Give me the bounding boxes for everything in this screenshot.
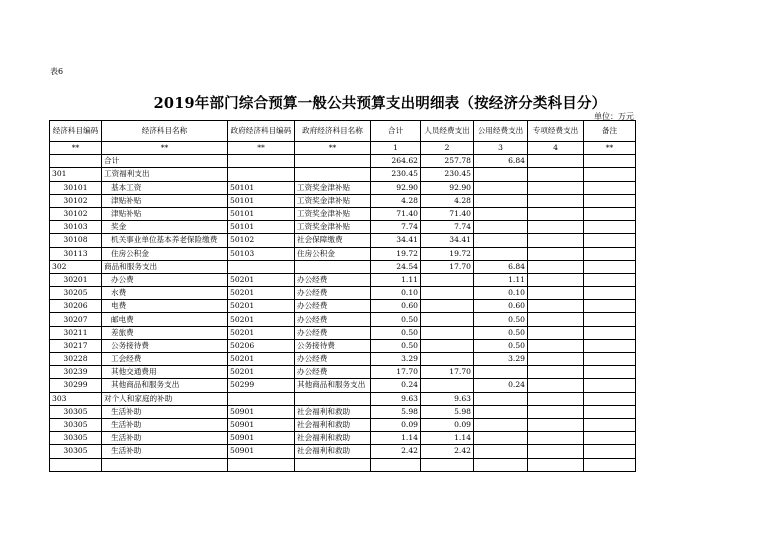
table-row: [50, 273, 636, 286]
gov-name-cell: 办公经费: [295, 326, 371, 339]
name-cell: 生活补助: [102, 432, 228, 445]
gov-name-cell: 办公经费: [295, 353, 371, 366]
special-cell: [528, 221, 584, 234]
gov-code-cell: 50201: [228, 300, 295, 313]
code-cell: 30305: [50, 418, 102, 431]
total-cell: 19.72: [371, 247, 421, 260]
gov-name-cell: [295, 260, 371, 273]
note-cell: [584, 432, 636, 445]
table-row: [50, 155, 636, 168]
total-cell: 0.24: [371, 379, 421, 392]
total-cell: 34.41: [371, 234, 421, 247]
note-cell: [584, 445, 636, 458]
gov-code-cell: [228, 392, 295, 405]
special-cell: [528, 353, 584, 366]
note-cell: [584, 194, 636, 207]
code-cell: [50, 458, 102, 471]
personnel-cell: 34.41: [421, 234, 474, 247]
personnel-cell: 7.74: [421, 221, 474, 234]
header-cell: 人员经费支出: [421, 121, 474, 142]
table-row: [50, 418, 636, 431]
public-cell: [474, 221, 528, 234]
name-cell: 津贴补贴: [102, 194, 228, 207]
special-cell: [528, 379, 584, 392]
public-cell: [474, 194, 528, 207]
gov-name-cell: [295, 168, 371, 181]
code-cell: 30305: [50, 445, 102, 458]
gov-name-cell: 工资奖金津补贴: [295, 221, 371, 234]
public-cell: [474, 247, 528, 260]
gov-code-cell: 50206: [228, 339, 295, 352]
personnel-cell: [421, 313, 474, 326]
total-cell: 71.40: [371, 207, 421, 220]
personnel-cell: 17.70: [421, 366, 474, 379]
name-cell: 电费: [102, 300, 228, 313]
marker-cell: 2: [421, 142, 474, 155]
name-cell: 奖金: [102, 221, 228, 234]
note-cell: [584, 405, 636, 418]
total-cell: 0.09: [371, 418, 421, 431]
special-cell: [528, 392, 584, 405]
code-cell: 30305: [50, 405, 102, 418]
total-cell: 5.98: [371, 405, 421, 418]
total-cell: 9.63: [371, 392, 421, 405]
public-cell: [474, 418, 528, 431]
code-cell: 303: [50, 392, 102, 405]
name-cell: 住房公积金: [102, 247, 228, 260]
marker-cell: 1: [371, 142, 421, 155]
special-cell: [528, 300, 584, 313]
public-cell: 0.50: [474, 313, 528, 326]
public-cell: [474, 181, 528, 194]
table-row: [50, 194, 636, 207]
note-cell: [584, 300, 636, 313]
total-cell: 0.50: [371, 326, 421, 339]
code-cell: 30102: [50, 207, 102, 220]
gov-code-cell: [228, 260, 295, 273]
gov-code-cell: 50201: [228, 287, 295, 300]
marker-cell: 3: [474, 142, 528, 155]
name-cell: 机关事业单位基本养老保险缴费: [102, 234, 228, 247]
table-row: [50, 445, 636, 458]
public-cell: 6.84: [474, 260, 528, 273]
public-cell: [474, 234, 528, 247]
note-cell: [584, 339, 636, 352]
unit-label: 单位：万元: [594, 112, 634, 121]
name-cell: 合计: [102, 155, 228, 168]
header-row: [50, 121, 636, 142]
special-cell: [528, 339, 584, 352]
code-cell: 30207: [50, 313, 102, 326]
note-cell: [584, 221, 636, 234]
code-cell: 30113: [50, 247, 102, 260]
name-cell: 水费: [102, 287, 228, 300]
total-cell: 0.50: [371, 339, 421, 352]
total-cell: 1.14: [371, 432, 421, 445]
personnel-cell: 230.45: [421, 168, 474, 181]
note-cell: [584, 168, 636, 181]
gov-name-cell: 住房公积金: [295, 247, 371, 260]
note-cell: [584, 287, 636, 300]
note-cell: [584, 181, 636, 194]
gov-code-cell: 50201: [228, 313, 295, 326]
name-cell: 津贴补贴: [102, 207, 228, 220]
personnel-cell: [421, 353, 474, 366]
name-cell: 差旅费: [102, 326, 228, 339]
personnel-cell: 5.98: [421, 405, 474, 418]
name-cell: 其他商品和服务支出: [102, 379, 228, 392]
note-cell: [584, 366, 636, 379]
gov-code-cell: 50101: [228, 194, 295, 207]
header-cell: 合计: [371, 121, 421, 142]
special-cell: [528, 405, 584, 418]
code-cell: 30102: [50, 194, 102, 207]
table-row: [50, 300, 636, 313]
gov-name-cell: 社会福利和救助: [295, 418, 371, 431]
total-cell: 7.74: [371, 221, 421, 234]
code-cell: 30228: [50, 353, 102, 366]
special-cell: [528, 273, 584, 286]
personnel-cell: 257.78: [421, 155, 474, 168]
name-cell: 生活补助: [102, 418, 228, 431]
gov-name-cell: 其他商品和服务支出: [295, 379, 371, 392]
note-cell: [584, 260, 636, 273]
personnel-cell: 1.14: [421, 432, 474, 445]
note-cell: [584, 418, 636, 431]
personnel-cell: [421, 339, 474, 352]
gov-code-cell: 50201: [228, 353, 295, 366]
header-cell: 政府经济科目名称: [295, 121, 371, 142]
public-cell: [474, 445, 528, 458]
gov-code-cell: [228, 458, 295, 471]
total-cell: 3.29: [371, 353, 421, 366]
public-cell: [474, 458, 528, 471]
code-cell: 30205: [50, 287, 102, 300]
table-row: [50, 234, 636, 247]
special-cell: [528, 168, 584, 181]
public-cell: [474, 366, 528, 379]
gov-name-cell: 社会福利和救助: [295, 432, 371, 445]
note-cell: [584, 273, 636, 286]
name-cell: 商品和服务支出: [102, 260, 228, 273]
gov-code-cell: 50101: [228, 207, 295, 220]
personnel-cell: 2.42: [421, 445, 474, 458]
total-cell: 0.60: [371, 300, 421, 313]
gov-name-cell: 办公经费: [295, 287, 371, 300]
note-cell: [584, 234, 636, 247]
total-cell: 0.50: [371, 313, 421, 326]
gov-code-cell: [228, 168, 295, 181]
special-cell: [528, 234, 584, 247]
note-cell: [584, 379, 636, 392]
gov-code-cell: 50102: [228, 234, 295, 247]
name-cell: 工会经费: [102, 353, 228, 366]
special-cell: [528, 247, 584, 260]
personnel-cell: [421, 300, 474, 313]
gov-name-cell: 工资奖金津补贴: [295, 181, 371, 194]
table-tag: 表6: [50, 67, 64, 76]
personnel-cell: [421, 458, 474, 471]
gov-name-cell: 工资奖金津补贴: [295, 207, 371, 220]
personnel-cell: 17.70: [421, 260, 474, 273]
gov-code-cell: 50201: [228, 366, 295, 379]
gov-name-cell: [295, 155, 371, 168]
header-cell: 备注: [584, 121, 636, 142]
public-cell: 0.50: [474, 339, 528, 352]
name-cell: 工资福利支出: [102, 168, 228, 181]
gov-code-cell: 50299: [228, 379, 295, 392]
code-cell: 30201: [50, 273, 102, 286]
name-cell: 公务接待费: [102, 339, 228, 352]
special-cell: [528, 326, 584, 339]
total-cell: 17.70: [371, 366, 421, 379]
public-cell: [474, 168, 528, 181]
gov-code-cell: [228, 155, 295, 168]
personnel-cell: 0.09: [421, 418, 474, 431]
special-cell: [528, 155, 584, 168]
gov-code-cell: 50101: [228, 181, 295, 194]
gov-name-cell: 办公经费: [295, 300, 371, 313]
special-cell: [528, 194, 584, 207]
header-cell: 经济科目名称: [102, 121, 228, 142]
gov-name-cell: 公务接待费: [295, 339, 371, 352]
special-cell: [528, 418, 584, 431]
code-cell: 30239: [50, 366, 102, 379]
special-cell: [528, 366, 584, 379]
public-cell: [474, 405, 528, 418]
total-cell: 0.10: [371, 287, 421, 300]
code-cell: 30305: [50, 432, 102, 445]
code-cell: 30299: [50, 379, 102, 392]
total-cell: 4.28: [371, 194, 421, 207]
table-row: [50, 432, 636, 445]
marker-cell: **: [584, 142, 636, 155]
table-row: [50, 207, 636, 220]
gov-name-cell: 工资奖金津补贴: [295, 194, 371, 207]
personnel-cell: 4.28: [421, 194, 474, 207]
personnel-cell: 92.90: [421, 181, 474, 194]
table-row: [50, 181, 636, 194]
header-cell: 公用经费支出: [474, 121, 528, 142]
table-row: [50, 379, 636, 392]
note-cell: [584, 458, 636, 471]
name-cell: 邮电费: [102, 313, 228, 326]
name-cell: 生活补助: [102, 445, 228, 458]
table-row: [50, 353, 636, 366]
table-row: [50, 392, 636, 405]
public-cell: 0.50: [474, 326, 528, 339]
marker-cell: **: [228, 142, 295, 155]
special-cell: [528, 287, 584, 300]
marker-cell: 4: [528, 142, 584, 155]
table-row: [50, 260, 636, 273]
public-cell: [474, 207, 528, 220]
total-cell: 92.90: [371, 181, 421, 194]
gov-name-cell: 办公经费: [295, 273, 371, 286]
note-cell: [584, 313, 636, 326]
marker-cell: **: [102, 142, 228, 155]
marker-row: [50, 142, 636, 155]
header-cell: 经济科目编码: [50, 121, 102, 142]
total-cell: 230.45: [371, 168, 421, 181]
gov-code-cell: 50201: [228, 273, 295, 286]
name-cell: 其他交通费用: [102, 366, 228, 379]
public-cell: 3.29: [474, 353, 528, 366]
special-cell: [528, 458, 584, 471]
public-cell: [474, 432, 528, 445]
public-cell: 0.24: [474, 379, 528, 392]
note-cell: [584, 353, 636, 366]
table-row: [50, 221, 636, 234]
public-cell: 0.60: [474, 300, 528, 313]
personnel-cell: [421, 273, 474, 286]
gov-name-cell: 办公经费: [295, 313, 371, 326]
header-cell: 专项经费支出: [528, 121, 584, 142]
public-cell: 0.10: [474, 287, 528, 300]
table-row: [50, 366, 636, 379]
name-cell: 对个人和家庭的补助: [102, 392, 228, 405]
marker-cell: **: [50, 142, 102, 155]
personnel-cell: 9.63: [421, 392, 474, 405]
personnel-cell: 71.40: [421, 207, 474, 220]
gov-code-cell: 50101: [228, 221, 295, 234]
name-cell: 生活补助: [102, 405, 228, 418]
total-cell: 2.42: [371, 445, 421, 458]
gov-name-cell: 社会保障缴费: [295, 234, 371, 247]
special-cell: [528, 181, 584, 194]
code-cell: 30206: [50, 300, 102, 313]
personnel-cell: [421, 287, 474, 300]
special-cell: [528, 445, 584, 458]
total-cell: 264.62: [371, 155, 421, 168]
personnel-cell: [421, 379, 474, 392]
note-cell: [584, 247, 636, 260]
note-cell: [584, 326, 636, 339]
personnel-cell: [421, 326, 474, 339]
special-cell: [528, 260, 584, 273]
gov-name-cell: [295, 458, 371, 471]
name-cell: 办公费: [102, 273, 228, 286]
table-row: [50, 326, 636, 339]
code-cell: 302: [50, 260, 102, 273]
gov-code-cell: 50201: [228, 326, 295, 339]
special-cell: [528, 313, 584, 326]
table-row: [50, 313, 636, 326]
note-cell: [584, 207, 636, 220]
gov-name-cell: [295, 392, 371, 405]
total-cell: 1.11: [371, 273, 421, 286]
special-cell: [528, 432, 584, 445]
special-cell: [528, 207, 584, 220]
table-row: [50, 287, 636, 300]
code-cell: [50, 155, 102, 168]
public-cell: 1.11: [474, 273, 528, 286]
header-cell: 政府经济科目编码: [228, 121, 295, 142]
budget-table: [49, 120, 636, 472]
total-cell: [371, 458, 421, 471]
code-cell: 30101: [50, 181, 102, 194]
table-row: [50, 247, 636, 260]
name-cell: 基本工资: [102, 181, 228, 194]
marker-cell: **: [295, 142, 371, 155]
note-cell: [584, 392, 636, 405]
gov-name-cell: 社会福利和救助: [295, 445, 371, 458]
code-cell: 30217: [50, 339, 102, 352]
gov-code-cell: 50901: [228, 405, 295, 418]
gov-code-cell: 50901: [228, 418, 295, 431]
gov-code-cell: 50901: [228, 445, 295, 458]
personnel-cell: 19.72: [421, 247, 474, 260]
page-title: 2019年部门综合预算一般公共预算支出明细表（按经济分类科目分）: [153, 95, 607, 112]
table-row: [50, 168, 636, 181]
gov-code-cell: 50103: [228, 247, 295, 260]
name-cell: [102, 458, 228, 471]
table-row: [50, 405, 636, 418]
note-cell: [584, 155, 636, 168]
public-cell: [474, 392, 528, 405]
gov-code-cell: 50901: [228, 432, 295, 445]
public-cell: 6.84: [474, 155, 528, 168]
code-cell: 301: [50, 168, 102, 181]
table-row: [50, 458, 636, 471]
gov-name-cell: 办公经费: [295, 366, 371, 379]
code-cell: 30211: [50, 326, 102, 339]
table-row: [50, 339, 636, 352]
total-cell: 24.54: [371, 260, 421, 273]
gov-name-cell: 社会福利和救助: [295, 405, 371, 418]
code-cell: 30103: [50, 221, 102, 234]
code-cell: 30108: [50, 234, 102, 247]
